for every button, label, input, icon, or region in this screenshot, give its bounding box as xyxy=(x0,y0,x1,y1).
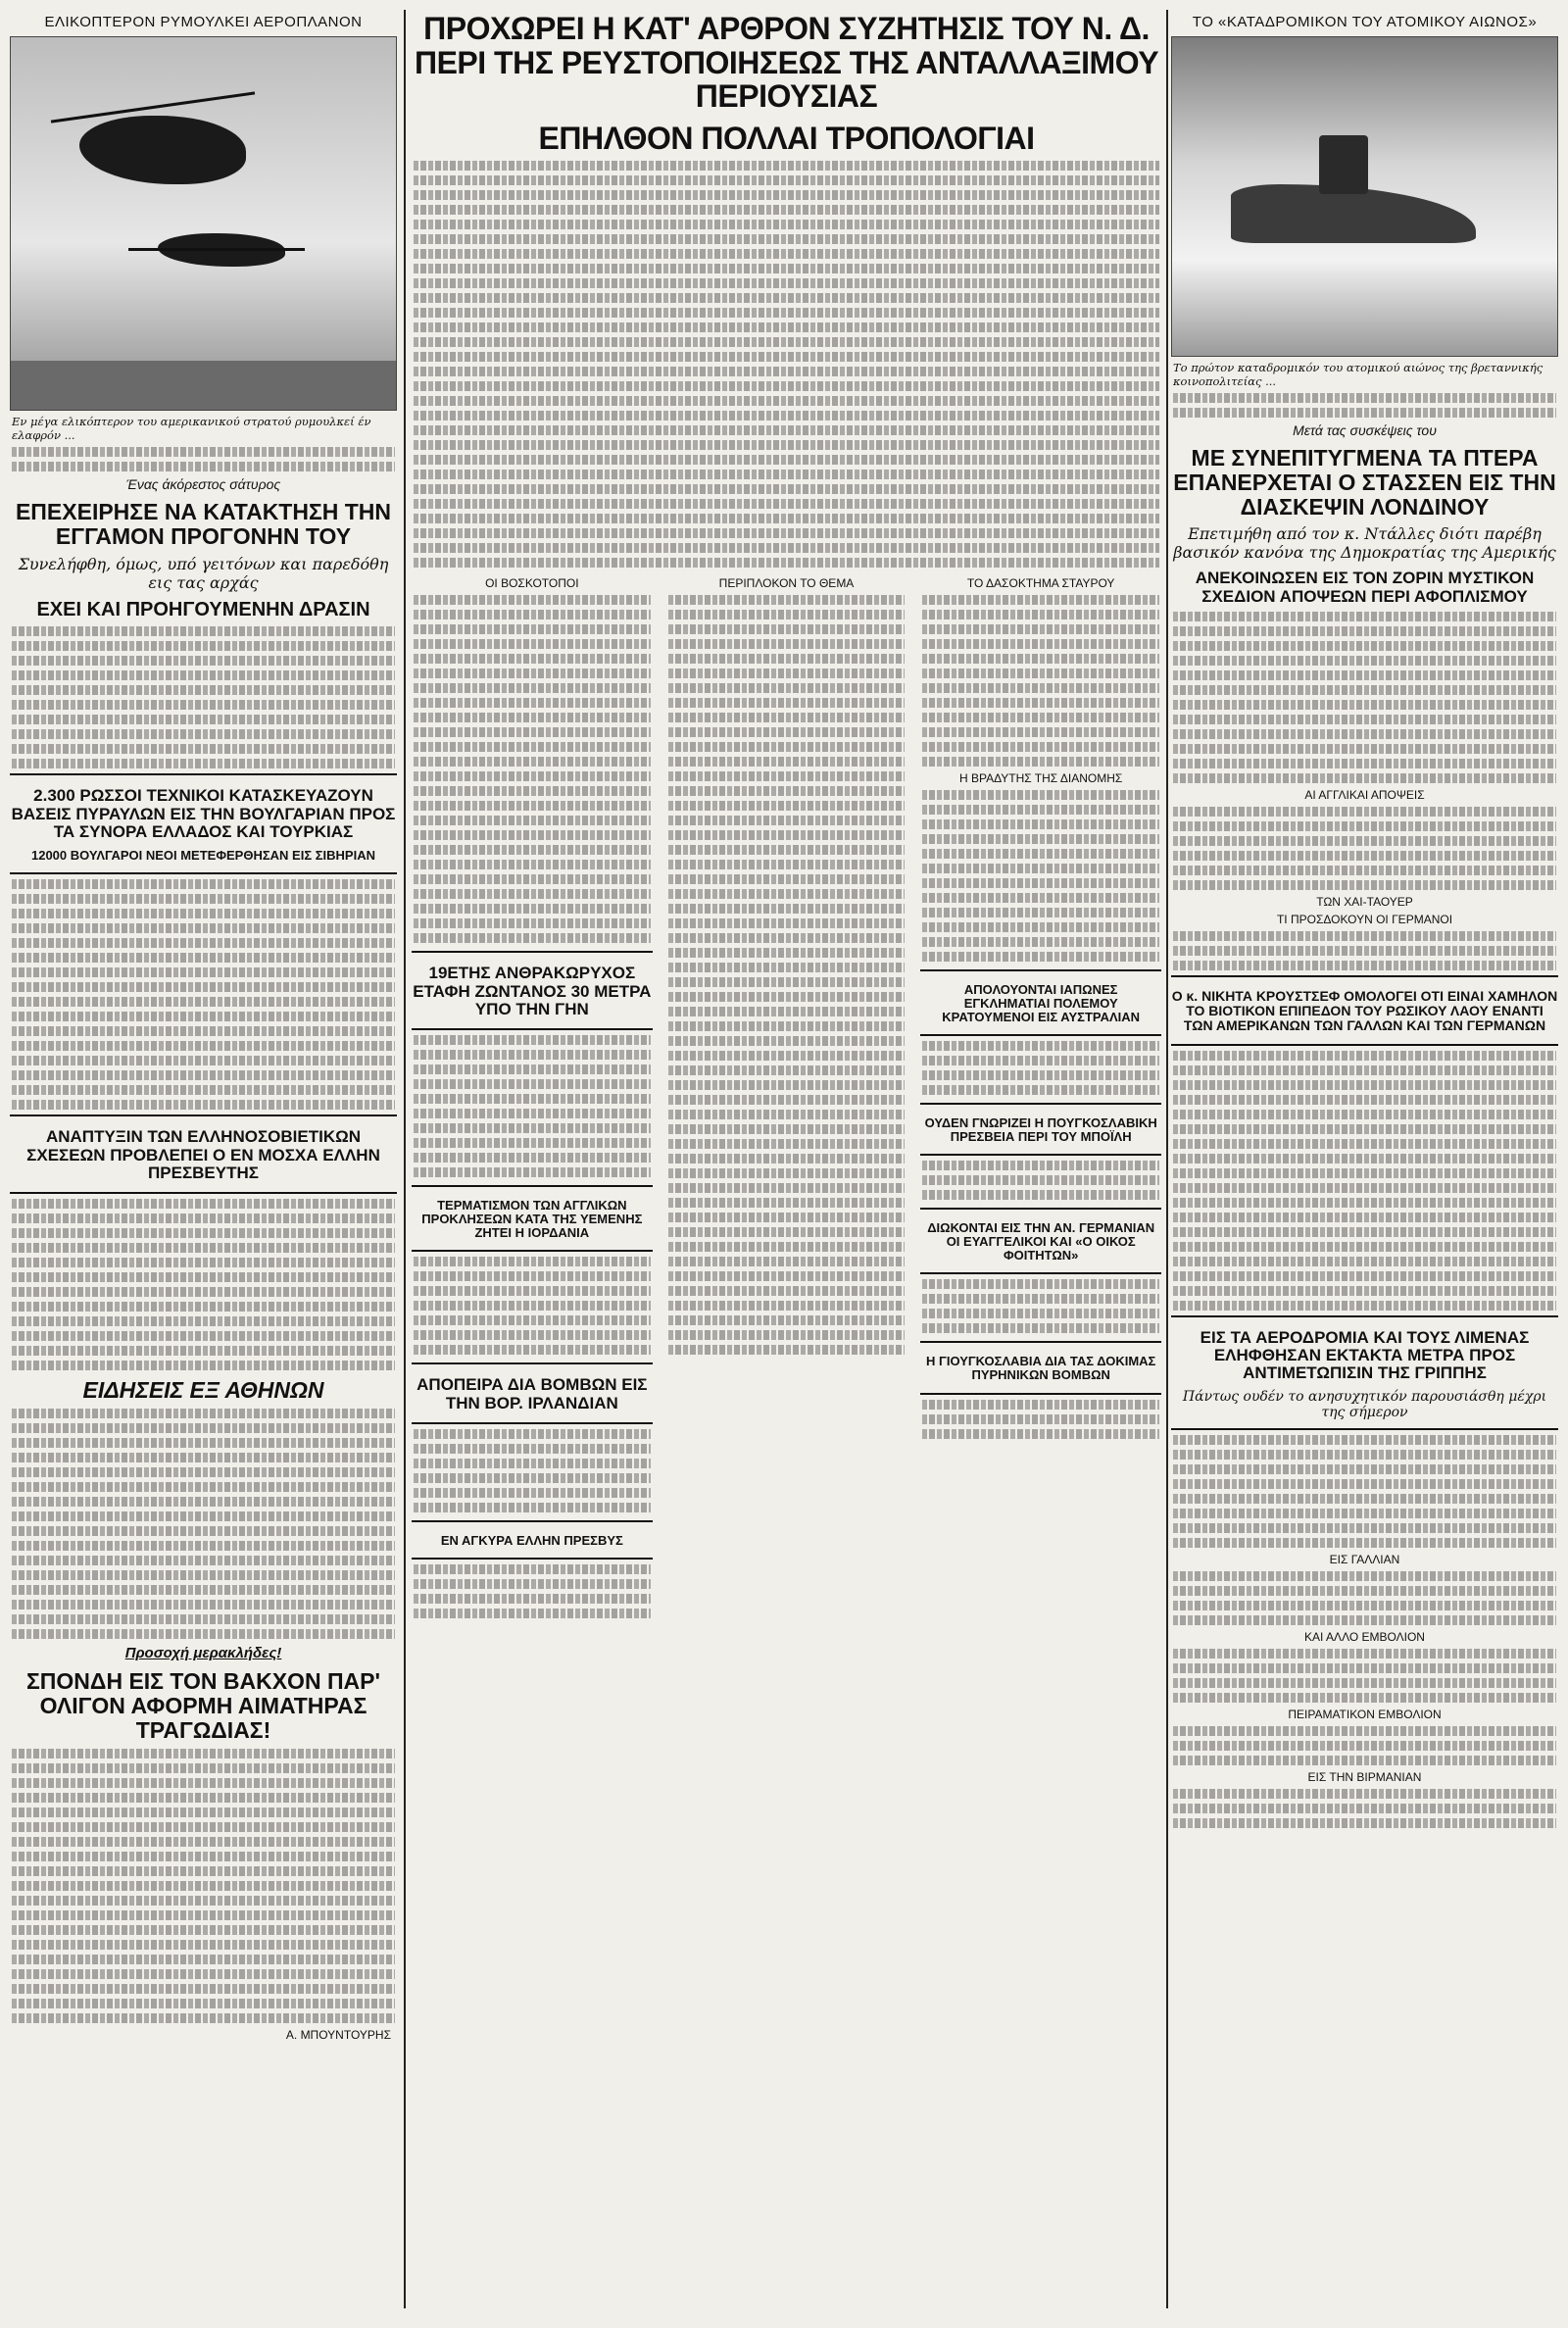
lead-subhead: ΕΠΗΛΘΟΝ ΠΟΛΛΑΙ ΤΡΟΠΟΛΟΓΙΑΙ xyxy=(538,120,1035,156)
box-headline: ΑΠΟΛΟΥΟΝΤΑΙ ΙΑΠΩΝΕΣ ΕΓΚΛΗΜΑΤΙΑΙ ΠΟΛΕΜΟΥ ΚΡΑΤΟΥΜΕΝΟΙ ΕΙΣ ΑΥΣΤΡΑΛΙΑΝ xyxy=(942,982,1141,1025)
photo-kicker: ΕΛΙΚΟΠΤΕΡΟΝ ΡΥΜΟΥΛΚΕΙ ΑΕΡΟΠΛΑΝΟΝ xyxy=(44,14,363,30)
box-headline: ΑΠΟΠΕΙΡΑ ΔΙΑ ΒΟΜΒΩΝ ΕΙΣ ΤΗΝ ΒΟΡ. ΙΡΛΑΝΔΙΑΝ xyxy=(416,1375,648,1412)
section-head: ΤΩΝ ΧΑΙ-ΤΑΟΥΕΡ xyxy=(1316,895,1413,910)
story-headline: ΕΠΕΧΕΙΡΗΣΕ ΝΑ ΚΑΤΑΚΤΗΣΗ ΤΗΝ ΕΓΓΑΜΟΝ ΠΡΟΓΟΝΗΝ ΤΟΥ xyxy=(15,499,392,549)
story-headline: ΜΕ ΣΥΝΕΠΙΤΥΓΜΕΝΑ ΤΑ ΠΤΕΡΑ ΕΠΑΝΕΡΧΕΤΑΙ Ο ΣΤΑΣΣΕΝ ΕΙΣ ΤΗΝ ΔΙΑΣΚΕΨΙΝ ΛΟΝΔΙΝΟΥ xyxy=(1173,445,1556,520)
story-subhead: ΑΝΕΚΟΙΝΩΣΕΝ ΕΙΣ ΤΟΝ ΖΟΡΙΝ ΜΥΣΤΙΚΟΝ ΣΧΕΔΙΟΝ ΑΠΟΨΕΩΝ ΠΕΡΙ ΑΦΟΠΛΙΣΜΟΥ xyxy=(1195,569,1535,606)
story-headline: ΑΝΑΠΤΥΞΙΝ ΤΩΝ ΕΛΛΗΝΟΣΟΒΙΕΤΙΚΩΝ ΣΧΕΣΕΩΝ ΠΡΟΒΛΕΠΕΙ Ο ΕΝ ΜΟΣΧΑ ΕΛΛΗΝ ΠΡΕΣΒΕΥΤΗΣ xyxy=(26,1127,380,1183)
box-headline: ΤΕΡΜΑΤΙΣΜΟΝ ΤΩΝ ΑΓΓΛΙΚΩΝ ΠΡΟΚΛΗΣΕΩΝ ΚΑΤΑ ΤΗΣ ΥΕΜΕΝΗΣ ΖΗΤΕΙ Η ΙΟΡΔΑΝΙΑ xyxy=(421,1198,643,1241)
story-kicker: Προσοχή μερακλήδες! xyxy=(124,1645,282,1662)
section-head: ΕΙΣ ΤΗΝ ΒΙΡΜΑΝΙΑΝ xyxy=(1307,1769,1422,1784)
left-column xyxy=(10,10,397,2308)
story-headline: ΣΠΟΝΔΗ ΕΙΣ ΤΟΝ ΒΑΚΧΟΝ ΠΑΡ' ΟΛΙΓΟΝ ΑΦΟΡΜΗ ΑΙΜΑΤΗΡΑΣ ΤΡΑΓΩΔΙΑΣ! xyxy=(26,1668,380,1743)
helicopter-shape xyxy=(79,116,246,184)
story-kicker: Ένας άκόρεστος σάτυρος xyxy=(125,476,281,492)
right-column xyxy=(1171,10,1558,2308)
section-head: ΠΕΙΡΑΜΑΤΙΚΟΝ ΕΜΒΟΛΙΟΝ xyxy=(1288,1707,1442,1721)
section-head: ΠΕΡΙΠΛΟΚΟΝ ΤΟ ΘΕΜΑ xyxy=(718,576,855,591)
story-deck: Επετιμήθη από τον κ. Ντάλλες διότι παρέβη βασικόν κανόνα της Δημοκρατίας της Αμερικής xyxy=(1173,524,1556,563)
column-rule xyxy=(404,10,406,2308)
story-deck: Πάντως ουδέν το ανησυχητικόν παρουσιάσθη μέχρι της σήμερον xyxy=(1182,1388,1547,1420)
box-headline: ΟΥΔΕΝ ΓΝΩΡΙΖΕΙ Η ΠΟΥΓΚΟΣΛΑΒΙΚΗ ΠΡΕΣΒΕΙΑ ΠΕΡΙ ΤΟΥ ΜΠΟΪΛΗ xyxy=(924,1115,1157,1145)
section-head: ΤΟ ΔΑΣΟΚΤΗΜΑ ΣΤΑΥΡΟΥ xyxy=(966,576,1115,591)
story-headline: ΕΙΣ ΤΑ ΑΕΡΟΔΡΟΜΙΑ ΚΑΙ ΤΟΥΣ ΛΙΜΕΝΑΣ ΕΛΗΦΘΗΣΑΝ ΕΚΤΑΚΤΑ ΜΕΤΡΑ ΠΡΟΣ ΑΝΤΙΜΕΤΩΠΙΣΙΝ ΤΗΣ ΓΡΙΠΠΗΣ xyxy=(1200,1327,1530,1383)
section-head: Η ΒΡΑΔΥΤΗΣ ΤΗΣ ΔΙΑΝΟΜΗΣ xyxy=(959,771,1123,786)
story-subhead: 12000 ΒΟΥΛΓΑΡΟΙ ΝΕΟΙ ΜΕΤΕΦΕΡΘΗΣΑΝ ΕΙΣ ΣΙΒΗΡΙΑΝ xyxy=(30,848,375,864)
story-headline: 2.300 ΡΩΣΣΟΙ ΤΕΧΝΙΚΟΙ ΚΑΤΑΣΚΕΥΑΖΟΥΝ ΒΑΣΕΙΣ ΠΥΡΑΥΛΩΝ ΕΙΣ ΤΗΝ ΒΟΥΛΓΑΡΙΑΝ ΠΡΟΣ ΤΑ ΣΥΝΟΡΑ ΕΛΛΑΔΟΣ ΚΑΙ ΤΟΥΡΚΙΑΣ xyxy=(11,786,396,841)
wing-shape xyxy=(128,248,305,251)
box-headline: Η ΓΙΟΥΓΚΟΣΛΑΒΙΑ ΔΙΑ ΤΑΣ ΔΟΚΙΜΑΣ ΠΥΡΗΝΙΚΩΝ ΒΟΜΒΩΝ xyxy=(926,1354,1156,1383)
story-subhead: ΕΧΕΙ ΚΑΙ ΠΡΟΗΓΟΥΜΕΝΗΝ ΔΡΑΣΙΝ xyxy=(36,598,370,620)
ship-tower xyxy=(1319,135,1368,194)
section-head: ΟΙ ΒΟΣΚΟΤΟΠΟΙ xyxy=(485,576,579,591)
ground xyxy=(11,361,396,410)
section-head: ΤΙ ΠΡΟΣΔΟΚΟΥΝ ΟΙ ΓΕΡΜΑΝΟΙ xyxy=(1276,913,1453,927)
author-signature: Α. ΜΠΟΥΝΤΟΥΡΗΣ xyxy=(285,2027,391,2042)
cruiser-photo xyxy=(1171,36,1558,357)
middle-column xyxy=(412,10,1161,2308)
lead-headline: ΠΡΟΧΩΡΕΙ Η ΚΑΤ' ΑΡΘΡΟΝ ΣΥΖΗΤΗΣΙΣ ΤΟΥ Ν. Δ. ΠΕΡΙ ΤΗΣ ΡΕΥΣΤΟΠΟΙΗΣΕΩΣ ΤΗΣ ΑΝΤΑΛΛΑΞΙΜΟΥ ΠΕΡΙΟΥΣΙΑΣ xyxy=(414,11,1159,115)
photo-caption: Το πρώτον καταδρομικόν του ατομικού αιώνος της βρεταννικής κοινοπολιτείας ... xyxy=(1173,361,1544,388)
section-headline: ΕΙΔΗΣΕΙΣ ΕΞ ΑΘΗΝΩΝ xyxy=(82,1377,324,1404)
story-headline: Ο κ. ΝΙΚΗΤΑ ΚΡΟΥΣΤΣΕΦ ΟΜΟΛΟΓΕΙ ΟΤΙ ΕΙΝΑΙ ΧΑΜΗΛΟΝ ΤΟ ΒΙΟΤΙΚΟΝ ΕΠΙΠΕΔΟΝ ΤΟΥ ΡΩΣΙΚΟΥ ΛΑΟΥ ΕΝΑΝΤΙ ΤΩΝ ΑΜΕΡΙΚΑΝΩΝ ΤΩΝ ΓΑΛΛΩΝ ΚΑΙ ΤΩΝ ΓΕΡΜΑΝΩΝ xyxy=(1171,988,1558,1034)
photo-caption: Εν μέγα ελικόπτερον του αμερικανικού στρατού ρυμουλκεί έν ελαφρόν ... xyxy=(12,415,371,442)
section-head: ΑΙ ΑΓΓΛΙΚΑΙ ΑΠΟΨΕΙΣ xyxy=(1304,788,1425,803)
photo-kicker: ΤΟ «ΚΑΤΑΔΡΟΜΙΚΟΝ ΤΟΥ ΑΤΟΜΙΚΟΥ ΑΙΩΝΟΣ» xyxy=(1192,14,1538,30)
column-rule xyxy=(1166,10,1168,2308)
section-head: ΚΑΙ ΑΛΛΟ ΕΜΒΟΛΙΟΝ xyxy=(1304,1629,1425,1644)
box-headline: 19ΕΤΗΣ ΑΝΘΡΑΚΩΡΥΧΟΣ ΕΤΑΦΗ ΖΩΝΤΑΝΟΣ 30 ΜΕΤΡΑ ΥΠΟ ΤΗΝ ΓΗΝ xyxy=(413,964,652,1018)
story-kicker: Μετά τας συσκέψεις του xyxy=(1293,422,1437,438)
story-deck: Συνελήφθη, όμως, υπό γειτόνων και παρεδόθη εις τας αρχάς xyxy=(18,554,389,592)
section-head: ΕΙΣ ΓΑΛΛΙΑΝ xyxy=(1329,1552,1400,1566)
box-headline: ΕΝ ΑΓΚΥΡΑ ΕΛΛΗΝ ΠΡΕΣΒΥΣ xyxy=(440,1533,623,1549)
box-headline: ΔΙΩΚΟΝΤΑΙ ΕΙΣ ΤΗΝ ΑΝ. ΓΕΡΜΑΝΙΑΝ ΟΙ ΕΥΑΓΓΕΛΙΚΟΙ ΚΑΙ «Ο ΟΙΚΟΣ ΦΟΙΤΗΤΩΝ» xyxy=(927,1220,1155,1263)
helicopter-photo xyxy=(10,36,397,411)
newspaper-page xyxy=(10,10,1558,2308)
